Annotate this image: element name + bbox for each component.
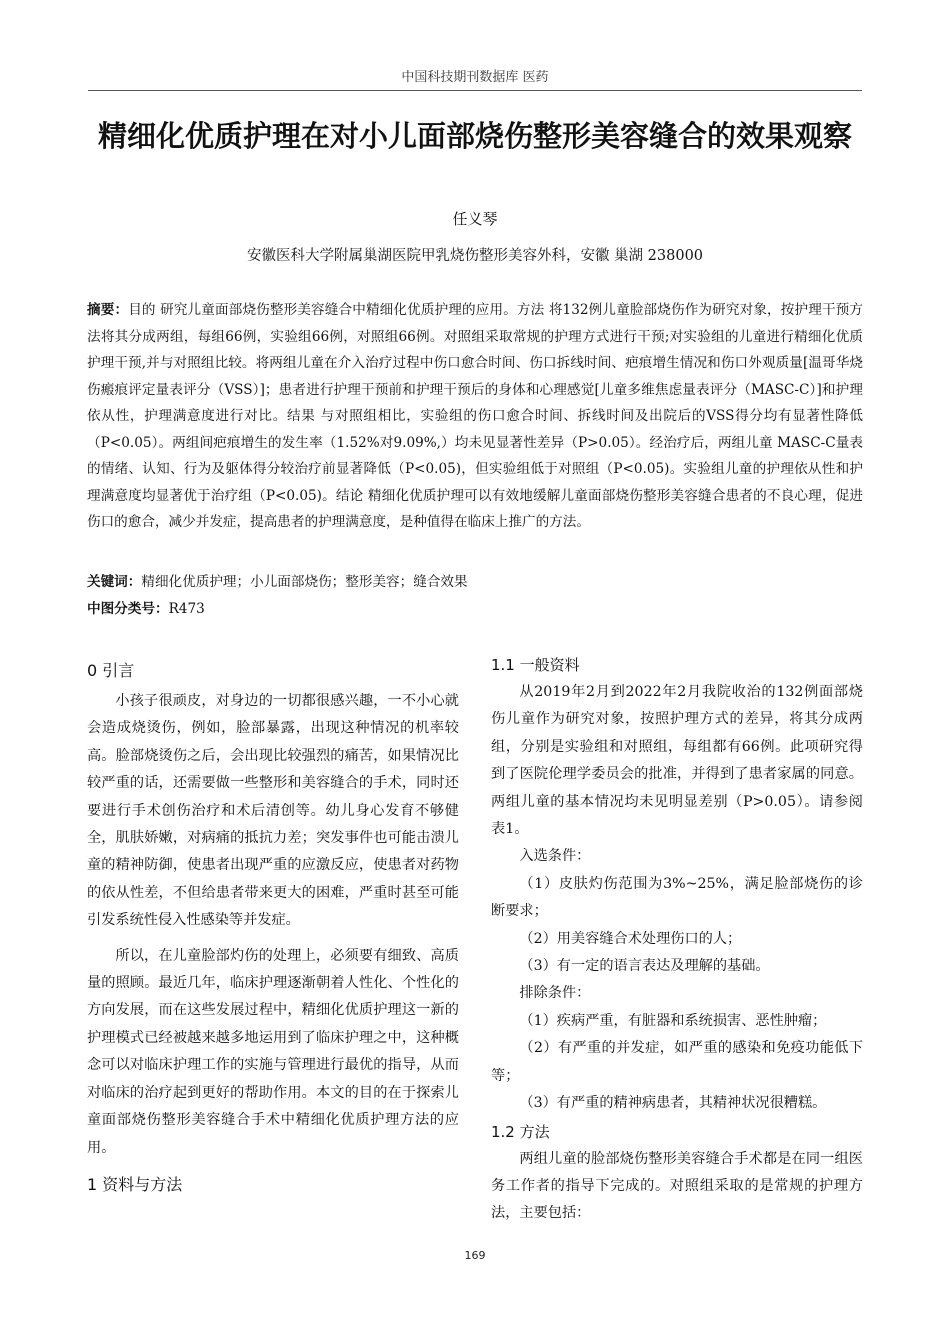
classification-text: R473: [168, 601, 205, 617]
keywords-text: 精细化优质护理；小儿面部烧伤；整形美容；缝合效果: [141, 574, 468, 590]
affiliation: 安徽医科大学附属巢湖医院甲乳烧伤整形美容外科，安徽 巢湖 238000: [246, 248, 704, 264]
author: 任义琴: [452, 210, 498, 228]
intro-paragraph-2: 所以，在儿童脸部灼伤的处理上，必须要有细致、高质量的照顾。最近几年，临床护理逐渐朝着人性化、个性化的方向发展，而在这些发展过程中，精细化优质护理这一新的护理模式已经被越来越多地运用到了临床护理之中，这种概念可以对临床护理工作的实施与管理进行最优的指导，从而对临床的治疗起到更好的帮助作用。本文的目的在于探索儿童面部烧伤整形美容缝合手术中精细化优质护理方法的应用。: [87, 947, 459, 1156]
exclusion-item: （2）有严重的并发症，如严重的感染和免疫功能低下等；: [491, 1040, 863, 1084]
abstract-text: 目的 研究儿童面部烧伤整形美容缝合中精细化优质护理的应用。方法 将132例儿童脸部烧伤作为研究对象，按护理干预方法将其分成两组，每组66例，实验组66例，对照组66例。对照组采取常规的护理方式进行干预;对实验组的儿童进行精细化优质护理干预,并与对照组比较。将两组儿童在介入治疗过程中伤口愈合时间、伤口拆线时间、疤痕增生情况和伤口外观质量[温哥华烧伤瘢痕评定量表评分（VSS）]；患者进行护理干预前和护理干预后的身体和心理感觉[儿童多维焦虑量表评分（MASC-C）]和护理依从性，护理满意度进行对比。结果 与对照组相比，实验组的伤口愈合时间、拆线时间及出院后的VSS得分均有显著性降低（P<0.05）。两组间疤痕增生的发生率（1.52%对9.09%,）均未见显著性差异（P>0.05）。经治疗后，两组儿童 MASC-C量表的情绪、认知、行为及躯体得分较治疗前显著降低（P<0.05)，但实验组低于对照组（P<0.05)。实验组儿童的护理依从性和护理满意度均显著优于治疗组（P<0.05)。结论 精细化优质护理可以有效地缓解儿童面部烧伤整形美容缝合患者的不良心理，促进伤口的愈合，减少并发症，提高患者的护理满意度，是种值得在临床上推广的方法。: [87, 302, 864, 530]
keywords-label: 关键词：: [87, 574, 142, 590]
section-heading-methods: 1 资料与方法: [87, 1174, 183, 1194]
exclusion-item: （1）疾病严重，有脏器和系统损害、恶性肿瘤；: [519, 1012, 827, 1029]
left-column: [87, 656, 459, 1202]
inclusion-item: （1）皮肤灼伤范围为3%~25%，满足脸部烧伤的诊断要求；: [491, 875, 863, 920]
classification: [87, 598, 863, 620]
exclusion-item: （3）有严重的精神病患者，其精神状况很糟糕。: [519, 1095, 827, 1112]
section-heading-intro: 0 引言: [87, 661, 135, 680]
subsection-heading-method: 1.2 方法: [491, 1122, 550, 1141]
right-column: [491, 651, 863, 1228]
inclusion-item: （2）用美容缝合术处理伤口的人；: [519, 930, 742, 947]
subsection-heading-general: 1.1 一般资料: [491, 656, 580, 674]
intro-paragraph-1: 小孩子很顽皮，对身边的一切都很感兴趣，一不小心就会造成烧烫伤，例如，脸部暴露，出现这种情况的机率较高。脸部烧烫伤之后，会出现比较强烈的痛苦，如果情况比较严重的话，还需要做一些整形和美容缝合的手术，同时还要进行手术创伤治疗和术后清创等。幼儿身心发育不够健全，肌肤娇嫩，对病痛的抵抗力差；突发事件也可能击溃儿童的精神防御，使患者出现严重的应激反应，使患者对药物的依从性差，不但给患者带来更大的困难，严重时甚至可能引发系统性侵入性感染等并发症。: [87, 693, 459, 929]
classification-label: 中图分类号：: [87, 601, 169, 617]
abstract-label: 摘要：: [87, 302, 129, 318]
journal-header: 中国科技期刊数据库 医药: [401, 70, 549, 85]
method-paragraph: 两组儿童的脸部烧伤整形美容缝合手术都是在同一组医务工作者的指导下完成的。对照组采取的是常规的护理方法，主要包括：: [491, 1150, 863, 1222]
abstract: [87, 297, 863, 536]
general-paragraph: 从2019年2月到2022年2月我院收治的132例面部烧伤儿童作为研究对象，按照护理方式的差异，将其分成两组，分别是实验组和对照组，每组都有66例。此项研究得到了医院伦理学委员会的批准，并得到了患者家属的同意。两组儿童的基本情况均未见明显差别（P>0.05）。请参阅表1。: [491, 684, 863, 838]
inclusion-item: （3）有一定的语言表达及理解的基础。: [519, 958, 770, 975]
exclusion-label: 排除条件：: [519, 985, 591, 1002]
keywords: [87, 571, 863, 593]
page-number: 169: [464, 1249, 486, 1262]
header-rule: [88, 90, 862, 91]
inclusion-label: 入选条件：: [519, 848, 591, 865]
paper-title: 精细化优质护理在对小儿面部烧伤整形美容缝合的效果观察: [97, 119, 852, 153]
